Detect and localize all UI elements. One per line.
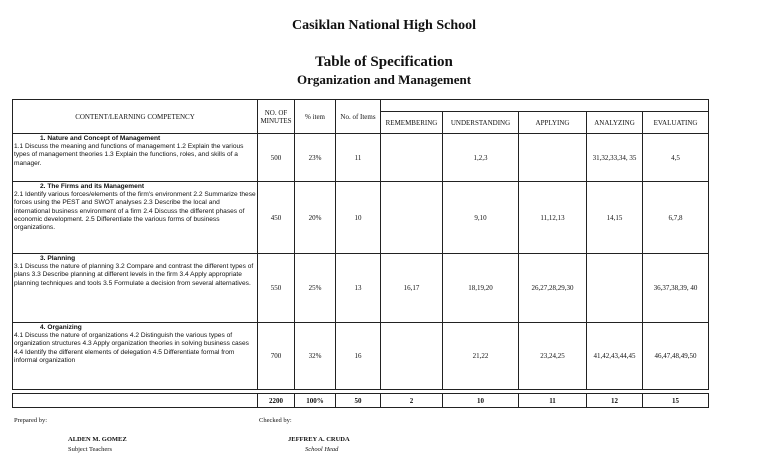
total-applying: 11 — [519, 394, 587, 408]
percent-cell: 32% — [295, 323, 336, 390]
checked-by-label: Checked by: — [259, 417, 292, 424]
minutes-cell: 500 — [258, 134, 295, 182]
header-analyzing: ANALYZING — [587, 112, 643, 134]
header-applying: APPLYING — [519, 112, 587, 134]
competency-text: 1.1 Discuss the meaning and functions of management 1.2 Explain the various types of management theories 1.3 Explain the functions, roles, and skills of a manager. — [14, 143, 244, 167]
table-row — [13, 182, 709, 254]
prepared-by-role: Subject Teachers — [68, 446, 113, 453]
header-percent: % item — [295, 100, 336, 134]
header-remembering: REMEMBERING — [381, 112, 443, 134]
total-percent: 100% — [295, 394, 336, 408]
items-cell: 16 — [336, 323, 381, 390]
totals-label-cell — [13, 394, 258, 408]
understanding-cell: 18,19,20 — [443, 254, 519, 323]
total-understanding: 10 — [443, 394, 519, 408]
competency-text: 3.1 Discuss the nature of planning 3.2 Compare and contrast the different types of plans 3.3 Describe planning at different levels in the firm 3.4 Apply appropriate planning techniques and tools 3.5 Formulate a decision from several alternatives. — [14, 263, 254, 287]
analyzing-cell: 14,15 — [587, 182, 643, 254]
evaluating-cell: 6,7,8 — [643, 182, 709, 254]
total-analyzing: 12 — [587, 394, 643, 408]
total-minutes: 2200 — [258, 394, 295, 408]
evaluating-cell: 46,47,48,49,50 — [643, 323, 709, 390]
minutes-cell: 450 — [258, 182, 295, 254]
competency-title: 4. Organizing — [40, 324, 82, 331]
understanding-cell: 9,10 — [443, 182, 519, 254]
remembering-cell — [381, 323, 443, 390]
checked-by-name: JEFFREY A. CRUDA — [288, 436, 350, 443]
table-row — [13, 323, 709, 390]
competency-cell — [13, 134, 258, 182]
competency-text: 2.1 Identify various forces/elements of the firm's environment 2.2 Summarize these forces using the PEST and SWOT analyses 2.3 Describe the local and international business environment of a firm 2.4 Discuss the different phases of economic development. 2.5 Differentiate the various forms of business organizations. — [14, 191, 256, 232]
competency-cell — [13, 323, 258, 390]
remembering-cell — [381, 182, 443, 254]
header-evaluating: EVALUATING — [643, 112, 709, 134]
prepared-by-label: Prepared by: — [14, 417, 48, 424]
total-items: 50 — [336, 394, 381, 408]
header-understanding: UNDERSTANDING — [443, 112, 519, 134]
minutes-cell: 550 — [258, 254, 295, 323]
competency-cell — [13, 182, 258, 254]
remembering-cell — [381, 134, 443, 182]
percent-cell: 20% — [295, 182, 336, 254]
understanding-cell: 1,2,3 — [443, 134, 519, 182]
specification-table — [12, 99, 709, 408]
competency-cell — [13, 254, 258, 323]
evaluating-cell: 36,37,38,39, 40 — [643, 254, 709, 323]
analyzing-cell: 31,32,33,34, 35 — [587, 134, 643, 182]
school-name: Casiklan National High School — [292, 18, 476, 33]
analyzing-cell: 41,42,43,44,45 — [587, 323, 643, 390]
document-title: Table of Specification — [315, 54, 453, 70]
applying-cell: 23,24,25 — [519, 323, 587, 390]
checked-by-role: School Head — [305, 446, 339, 453]
header-levels-band — [381, 100, 709, 112]
items-cell: 11 — [336, 134, 381, 182]
remembering-cell: 16,17 — [381, 254, 443, 323]
total-evaluating: 15 — [643, 394, 709, 408]
minutes-cell: 700 — [258, 323, 295, 390]
understanding-cell: 21,22 — [443, 323, 519, 390]
evaluating-cell: 4,5 — [643, 134, 709, 182]
competency-text: 4.1 Discuss the nature of organizations 4.2 Distinguish the various types of organization structures 4.3 Apply organization theories in solving business cases 4.4 Identify the different elements of delegation 4.5 Differentiate formal from informal organization — [14, 332, 249, 364]
table-row — [13, 254, 709, 323]
table-row — [13, 134, 709, 182]
analyzing-cell — [587, 254, 643, 323]
percent-cell: 23% — [295, 134, 336, 182]
header-competency: CONTENT/LEARNING COMPETENCY — [13, 100, 258, 134]
items-cell: 10 — [336, 182, 381, 254]
percent-cell: 25% — [295, 254, 336, 323]
applying-cell: 11,12,13 — [519, 182, 587, 254]
items-cell: 13 — [336, 254, 381, 323]
competency-title: 2. The Firms and its Management — [40, 183, 145, 190]
totals-row — [13, 394, 709, 408]
prepared-by-name: ALDEN M. GOMEZ — [68, 436, 127, 443]
total-remembering: 2 — [381, 394, 443, 408]
applying-cell: 26,27,28,29,30 — [519, 254, 587, 323]
applying-cell — [519, 134, 587, 182]
competency-title: 1. Nature and Concept of Management — [40, 135, 161, 142]
header-items: No. of Items — [336, 100, 381, 134]
competency-title: 3. Planning — [40, 255, 76, 262]
document-subtitle: Organization and Management — [296, 72, 472, 87]
header-minutes: NO. OF MINUTES — [258, 100, 295, 134]
